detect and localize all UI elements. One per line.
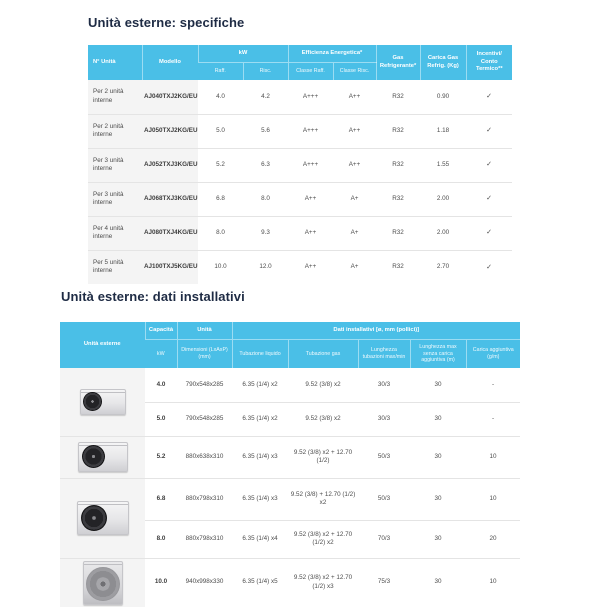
cell-classe-raff: A+++ bbox=[288, 148, 333, 182]
spec-table-header bbox=[88, 45, 512, 80]
col-header-classe-risc: Classe Risc. bbox=[333, 63, 376, 81]
cell-kw-risc: 6.3 bbox=[243, 148, 288, 182]
cell-tubazione-liquido: 6.35 (1/4) x4 bbox=[232, 520, 288, 558]
cell-tubazione-liquido: 6.35 (1/4) x5 bbox=[232, 558, 288, 607]
cell-dimensioni: 880x798x310 bbox=[177, 520, 232, 558]
install-row bbox=[60, 478, 520, 520]
col-header-unita-esterne: Unità esterne bbox=[60, 322, 145, 368]
col-header-modello: Modello bbox=[142, 45, 198, 80]
cell-carica-aggiuntiva: - bbox=[466, 402, 520, 436]
col-header-tubazione-gas: Tubazione gas bbox=[288, 340, 358, 369]
cell-tubazione-gas: 9.52 (3/8) + 12.70 (1/2) x2 bbox=[288, 478, 358, 520]
cell-modello: AJ040TXJ2KG/EU bbox=[142, 80, 198, 114]
col-header-dati-installativi-group: Dati installativi [ø, mm (pollici)] bbox=[232, 322, 520, 340]
cell-lunghezza-max: 30 bbox=[410, 402, 466, 436]
cell-modello: AJ050TXJ2KG/EU bbox=[142, 114, 198, 148]
col-header-carica-aggiuntiva: Carica aggiuntiva (g/m) bbox=[466, 340, 520, 369]
install-row bbox=[60, 436, 520, 478]
spec-table-title: Unità esterne: specifiche bbox=[88, 15, 245, 30]
cell-dimensioni: 790x548x285 bbox=[177, 402, 232, 436]
cell-tubazione-gas: 9.52 (3/8) x2 + 12.70 (1/2) x2 bbox=[288, 520, 358, 558]
cell-n-unita: Per 3 unità interne bbox=[88, 148, 142, 182]
cell-dimensioni: 880x638x310 bbox=[177, 436, 232, 478]
col-header-unita-group: Unità bbox=[177, 322, 232, 340]
cell-gas: R32 bbox=[376, 114, 420, 148]
col-header-efficienza-group: Efficienza Energetica* bbox=[288, 45, 376, 63]
cell-lunghezza-max: 30 bbox=[410, 558, 466, 607]
spec-row bbox=[88, 250, 512, 284]
cell-tubazione-gas: 9.52 (3/8) x2 bbox=[305, 380, 341, 388]
spec-row bbox=[88, 148, 512, 182]
outdoor-unit-image bbox=[83, 561, 123, 605]
cell-lunghezza-max: 30 bbox=[410, 436, 466, 478]
install-table bbox=[60, 322, 520, 607]
col-header-gas-refrigerante: Gas Refrigerante* bbox=[376, 45, 420, 80]
col-header-raff: Raff. bbox=[198, 63, 243, 81]
col-header-tubazione-liquido: Tubazione liquido bbox=[232, 340, 288, 369]
outdoor-unit-image bbox=[77, 501, 129, 535]
spec-table bbox=[88, 45, 512, 284]
cell-carica: 1.55 bbox=[420, 148, 466, 182]
cell-classe-risc: A+ bbox=[333, 216, 376, 250]
fan-icon bbox=[82, 445, 105, 468]
cell-carica: 2.70 bbox=[420, 250, 466, 284]
cell-capacita-kw: 6.8 bbox=[145, 478, 177, 520]
outdoor-unit-photo bbox=[60, 368, 145, 436]
cell-kw-raff: 5.0 bbox=[198, 114, 243, 148]
install-row bbox=[60, 558, 520, 607]
cell-dimensioni: 940x998x330 bbox=[177, 558, 232, 607]
cell-classe-risc: A++ bbox=[333, 148, 376, 182]
cell-gas: R32 bbox=[376, 250, 420, 284]
cell-tubazione-gas: 9.52 (3/8) x2 + 12.70 (1/2) x3 bbox=[288, 558, 358, 607]
install-table-title: Unità esterne: dati installativi bbox=[61, 289, 245, 304]
cell-modello: AJ052TXJ3KG/EU bbox=[142, 148, 198, 182]
cell-capacita-kw: 5.2 bbox=[145, 436, 177, 478]
cell-carica-aggiuntiva: 10 bbox=[466, 558, 520, 607]
cell-carica-aggiuntiva: 10 bbox=[466, 436, 520, 478]
cell-kw-risc: 12.0 bbox=[243, 250, 288, 284]
cell-lunghezza-max: 30 bbox=[410, 478, 466, 520]
spec-row bbox=[88, 216, 512, 250]
cell-tubazione-liquido: 6.35 (1/4) x2 bbox=[232, 402, 288, 436]
check-icon: ✓ bbox=[466, 114, 512, 148]
cell-modello: AJ080TXJ4KG/EU bbox=[142, 216, 198, 250]
cell-gas: R32 bbox=[376, 216, 420, 250]
cell-tubazione-gas: 9.52 (3/8) x2 + 12.70 (1/2) bbox=[288, 436, 358, 478]
cell-classe-raff: A+++ bbox=[302, 92, 319, 100]
spec-row bbox=[88, 80, 512, 114]
col-header-capacita-group: Capacità bbox=[145, 322, 177, 340]
cell-gas: R32 bbox=[376, 182, 420, 216]
cell-carica: 2.00 bbox=[420, 182, 466, 216]
cell-n-unita: Per 2 unità interne bbox=[88, 80, 142, 114]
cell-modello: AJ100TXJ5KG/EU bbox=[142, 250, 198, 284]
cell-classe-risc: A++ bbox=[333, 114, 376, 148]
cell-carica-aggiuntiva: 20 bbox=[466, 520, 520, 558]
cell-lunghezza-max: 30 bbox=[434, 380, 442, 388]
cell-modello: AJ068TXJ3KG/EU bbox=[142, 182, 198, 216]
cell-capacita-kw: 10.0 bbox=[145, 558, 177, 607]
cell-tubazione-liquido: 6.35 (1/4) x3 bbox=[232, 478, 288, 520]
cell-capacita-kw: 4.0 bbox=[156, 380, 166, 388]
outdoor-unit-image bbox=[80, 389, 126, 415]
cell-lunghezza-max: 30 bbox=[410, 520, 466, 558]
install-row bbox=[60, 368, 520, 402]
cell-classe-raff: A++ bbox=[288, 250, 333, 284]
cell-kw-risc: 5.6 bbox=[243, 114, 288, 148]
cell-kw-raff: 4.0 bbox=[216, 92, 225, 100]
cell-kw-raff: 8.0 bbox=[198, 216, 243, 250]
check-icon: ✓ bbox=[466, 216, 512, 250]
col-header-risc: Risc. bbox=[243, 63, 288, 81]
cell-lunghezza-tubazioni: 30/3 bbox=[377, 380, 391, 388]
install-table-header bbox=[60, 322, 520, 368]
col-header-classe-raff: Classe Raff. bbox=[288, 63, 333, 81]
spec-row bbox=[88, 114, 512, 148]
cell-classe-raff: A++ bbox=[288, 216, 333, 250]
cell-carica: 1.18 bbox=[420, 114, 466, 148]
col-header-kw-group: kW bbox=[198, 45, 288, 63]
cell-gas: R32 bbox=[376, 148, 420, 182]
col-header-incentivi: Incentivi/ Conto Termico** bbox=[466, 45, 512, 80]
cell-kw-raff: 10.0 bbox=[198, 250, 243, 284]
cell-carica: 0.90 bbox=[436, 92, 450, 100]
check-icon: ✓ bbox=[466, 250, 512, 284]
check-icon: ✓ bbox=[466, 182, 512, 216]
check-icon: ✓ bbox=[466, 148, 512, 182]
cell-classe-risc: A++ bbox=[348, 92, 361, 100]
col-header-carica-gas: Carica Gas Refrig. (Kg) bbox=[420, 45, 466, 80]
cell-lunghezza-tubazioni: 50/3 bbox=[358, 478, 410, 520]
col-header-lunghezza-tubazioni: Lunghezza tubazioni max/min bbox=[358, 340, 410, 369]
cell-lunghezza-tubazioni: 75/3 bbox=[358, 558, 410, 607]
cell-gas: R32 bbox=[392, 92, 404, 100]
cell-lunghezza-tubazioni: 30/3 bbox=[358, 402, 410, 436]
cell-kw-risc: 8.0 bbox=[243, 182, 288, 216]
fan-icon bbox=[83, 392, 102, 411]
cell-n-unita: Per 5 unità interne bbox=[88, 250, 142, 284]
col-header-lunghezza-max: Lunghezza max senza carica aggiuntiva (m) bbox=[410, 340, 466, 369]
outdoor-unit-photo bbox=[60, 558, 145, 607]
cell-classe-raff: A+++ bbox=[288, 114, 333, 148]
cell-dimensioni: 790x548x285 bbox=[185, 380, 224, 388]
cell-tubazione-gas: 9.52 (3/8) x2 bbox=[288, 402, 358, 436]
col-header-n-unita: N° Unità bbox=[88, 45, 142, 80]
cell-classe-raff: A++ bbox=[288, 182, 333, 216]
spec-row bbox=[88, 182, 512, 216]
cell-carica: 2.00 bbox=[420, 216, 466, 250]
cell-tubazione-liquido: 6.35 (1/4) x3 bbox=[232, 436, 288, 478]
cell-classe-risc: A+ bbox=[333, 250, 376, 284]
cell-kw-raff: 5.2 bbox=[198, 148, 243, 182]
outdoor-unit-photo bbox=[60, 478, 145, 558]
cell-n-unita: Per 3 unità interne bbox=[88, 182, 142, 216]
cell-carica-aggiuntiva: - bbox=[491, 380, 495, 388]
cell-kw-raff: 6.8 bbox=[198, 182, 243, 216]
cell-capacita-kw: 5.0 bbox=[145, 402, 177, 436]
cell-kw-risc: 4.2 bbox=[261, 92, 270, 100]
col-header-dimensioni: Dimensioni (LxAxP) (mm) bbox=[177, 340, 232, 369]
cell-dimensioni: 880x798x310 bbox=[177, 478, 232, 520]
cell-n-unita: Per 2 unità interne bbox=[88, 114, 142, 148]
fan-icon bbox=[86, 567, 120, 601]
outdoor-unit-photo bbox=[60, 436, 145, 478]
cell-tubazione-liquido: 6.35 (1/4) x2 bbox=[242, 380, 278, 388]
cell-lunghezza-tubazioni: 70/3 bbox=[358, 520, 410, 558]
cell-capacita-kw: 8.0 bbox=[145, 520, 177, 558]
cell-n-unita: Per 4 unità interne bbox=[88, 216, 142, 250]
cell-kw-risc: 9.3 bbox=[243, 216, 288, 250]
outdoor-unit-image bbox=[78, 442, 128, 472]
check-icon: ✓ bbox=[486, 93, 492, 101]
cell-carica-aggiuntiva: 10 bbox=[466, 478, 520, 520]
fan-icon bbox=[81, 505, 107, 531]
cell-lunghezza-tubazioni: 50/3 bbox=[358, 436, 410, 478]
cell-classe-risc: A+ bbox=[333, 182, 376, 216]
col-header-kw: kW bbox=[145, 340, 177, 369]
